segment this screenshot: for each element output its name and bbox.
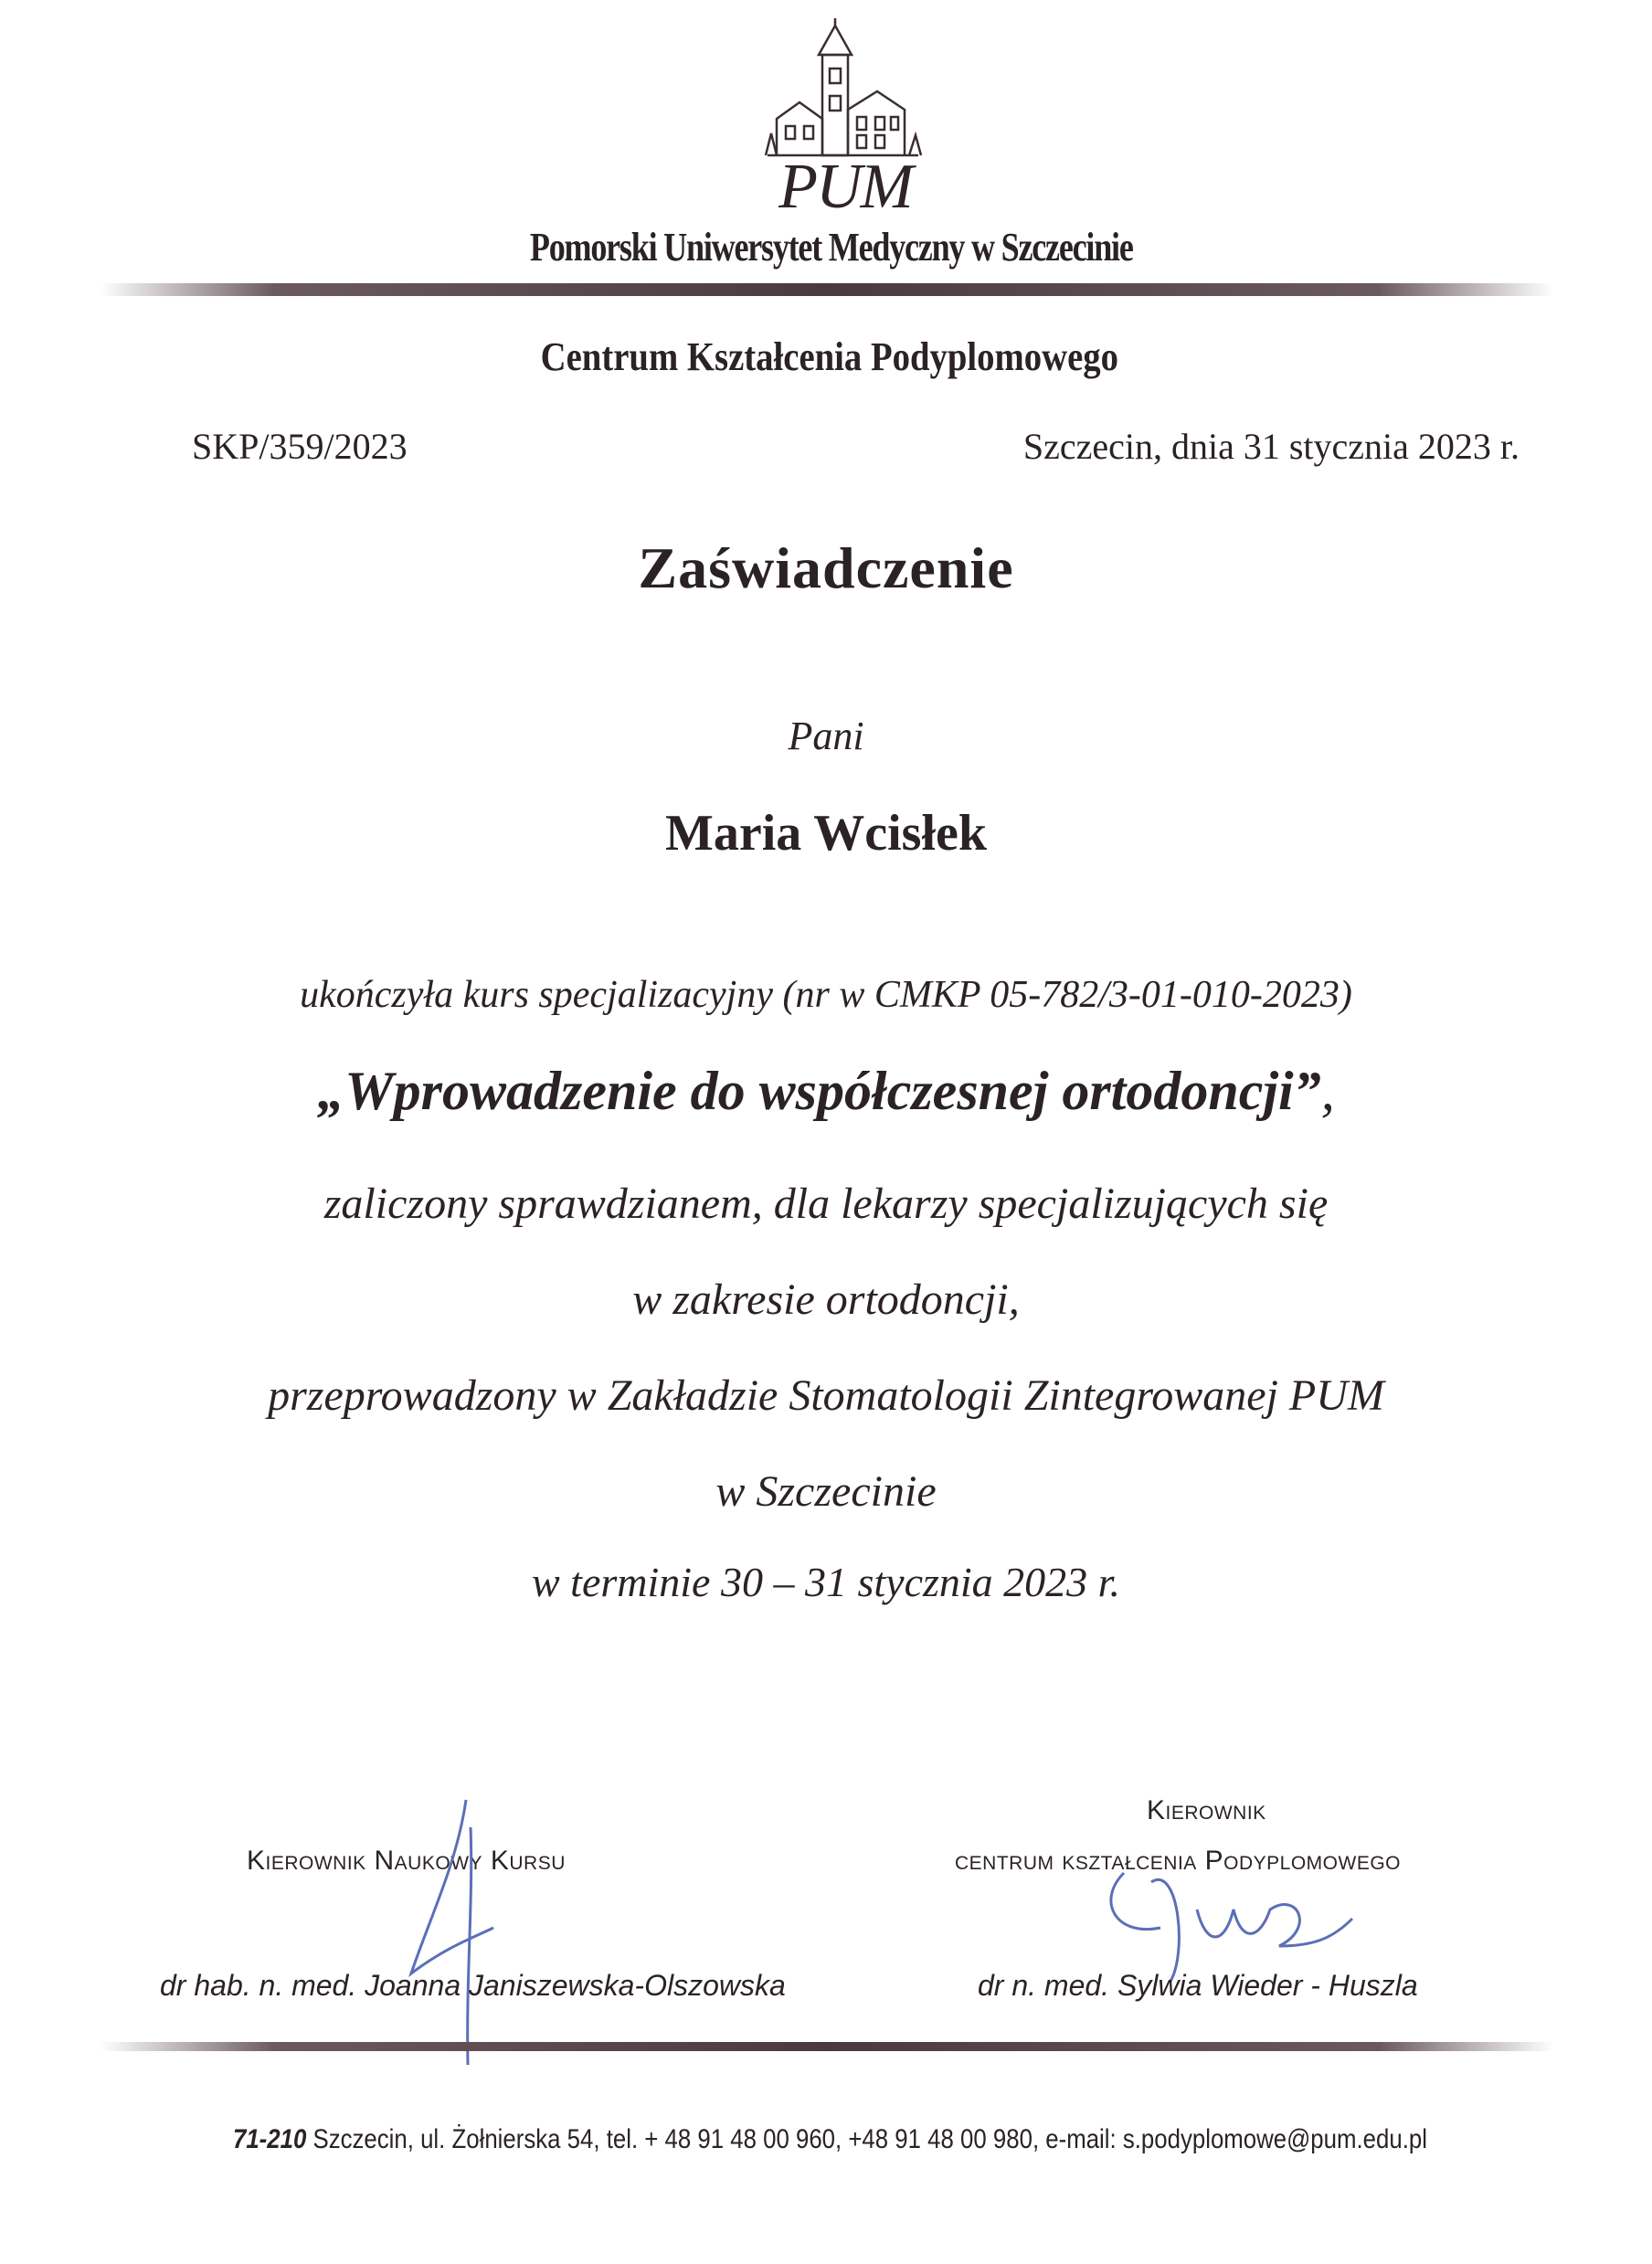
university-name: Pomorski Uniwersytet Medyczny w Szczecinie <box>529 225 1133 270</box>
course-line-2: zaliczony sprawdzianem, dla lekarzy specjalizujących się <box>323 1180 1329 1228</box>
course-line-1: ukończyła kurs specjalizacyjny (nr w CMKP 05-782/3-01-010-2023) <box>300 974 1352 1016</box>
department-name: Centrum Kształcenia Podyplomowego <box>540 334 1119 379</box>
course-line-5: w Szczecinie <box>715 1467 937 1516</box>
header-rule <box>101 283 1553 296</box>
course-title-line <box>0 1060 1652 1123</box>
right-signatory-role-line-2: centrum kształcenia Podyplomowego <box>955 1846 1401 1876</box>
course-line-4: przeprowadzony w Zakładzie Stomatologii Zintegrowanej PUM <box>268 1371 1384 1420</box>
course-title: „Wprowadzenie do współczesnej ortodoncji” <box>317 1061 1321 1121</box>
right-signatory-name: dr n. med. Sylwia Wieder - Huszla <box>978 1969 1418 2002</box>
recipient-name: Maria Wcisłek <box>664 805 988 862</box>
salutation: Pani <box>788 714 864 758</box>
course-line-3: w zakresie ortodoncji, <box>632 1275 1020 1324</box>
footer-rule <box>101 2042 1553 2051</box>
course-title-suffix: , <box>1320 1061 1335 1121</box>
course-dates: w terminie 30 – 31 stycznia 2023 r. <box>532 1559 1120 1605</box>
left-signature-icon <box>393 1791 539 2083</box>
document-title: Zaświadczenie <box>638 535 1014 600</box>
university-logo <box>758 18 932 222</box>
left-signatory-role: Kierownik Naukowy Kursu <box>247 1846 566 1876</box>
place-date: Szczecin, dnia 31 stycznia 2023 r. <box>1022 426 1520 467</box>
reference-number: SKP/359/2023 <box>192 426 408 467</box>
footer-postcode: 71-210 <box>232 2124 307 2154</box>
footer-address-line <box>120 2124 1541 2155</box>
left-signatory-name: dr hab. n. med. Joanna Janiszewska-Olszowska <box>160 1969 786 2002</box>
logo-text: PUM <box>778 152 912 222</box>
right-signatory-role-line-1: Kierownik <box>1147 1795 1266 1825</box>
footer-address: Szczecin, ul. Żołnierska 54, tel. + 48 91 48 00 960, +48 91 48 00 980, e-mail: s.podyplomowe@pum.edu.pl <box>306 2124 1427 2154</box>
